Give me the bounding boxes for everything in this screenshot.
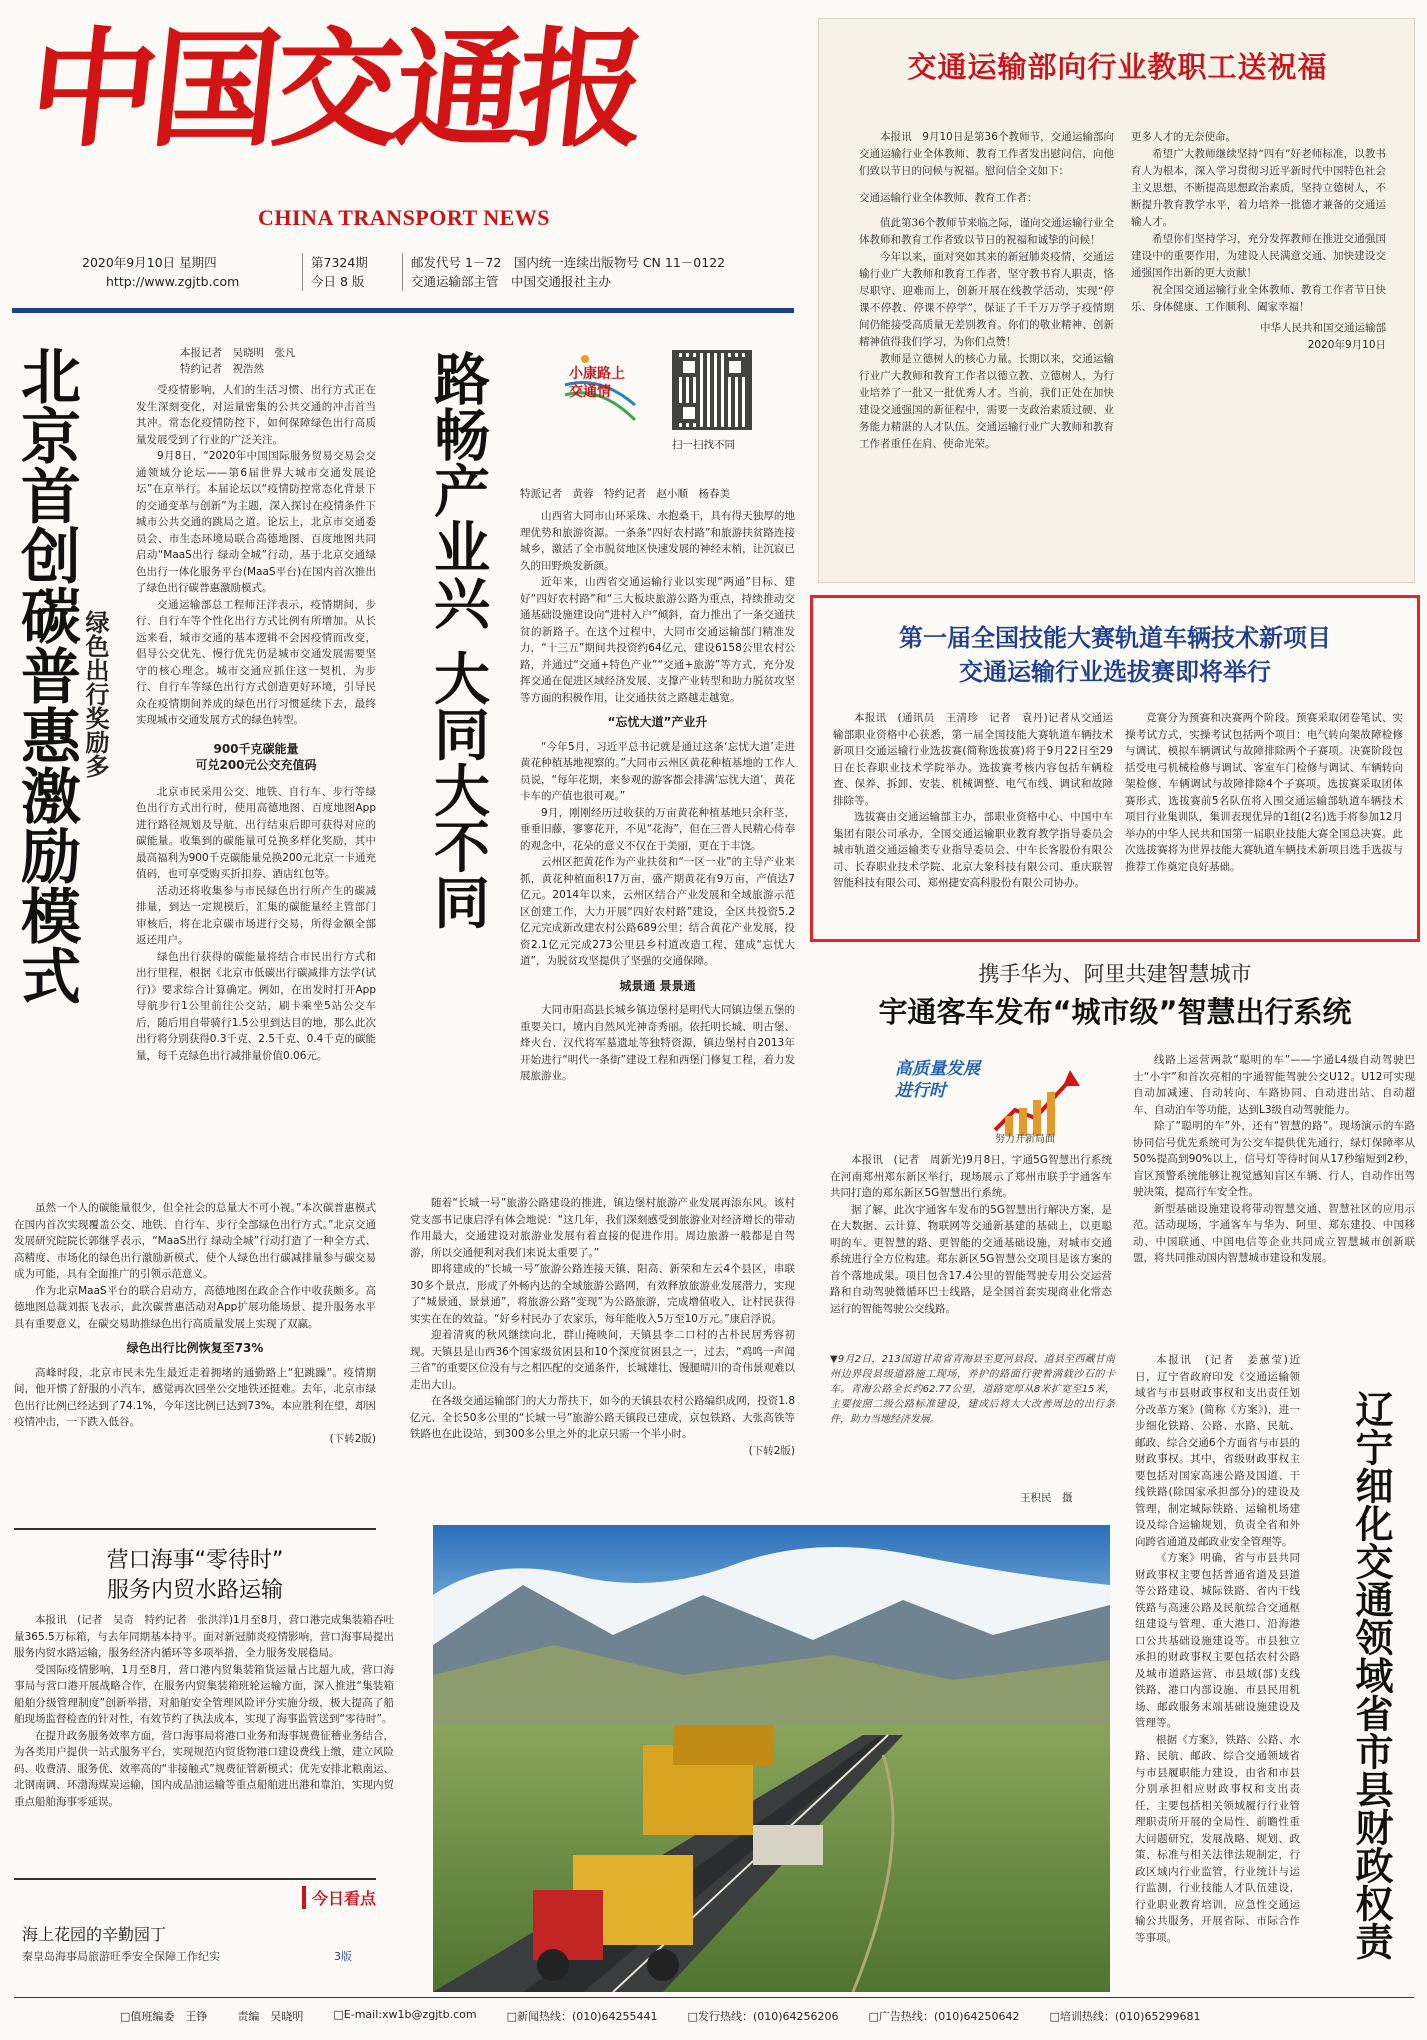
footer-email[interactable]: □E-mail:xw1b@zgjtb.com bbox=[333, 2008, 477, 2021]
middle-byline: 特派记者 黄蓉 特约记者 赵小顺 杨春美 bbox=[520, 488, 730, 500]
cn-number: 国内统一连续出版物号 CN 11－0122 bbox=[513, 255, 726, 270]
middle-p9: 迎着清爽的秋风继续向北，群山掩映间，天镇县李二口村的古朴民居秀容初现。天镇县是山西36个国家级贫困县和10个深度贫困县之一，过去，“鸡鸣一声闻三省”的重要区位没有与之相匹配的交通条件，长城雄壮、馒腿晴川的奇伟景观难以走出大山。 bbox=[410, 1329, 795, 1391]
yingkou-title1: 营口海事“零待时” bbox=[106, 1548, 284, 1573]
greeting-box bbox=[818, 18, 1415, 583]
today-label: 今日看点 bbox=[302, 1886, 376, 1909]
yingkou-p1: 本报讯 (记者 吴奇 特约记者 张洪洋)1月至8月，营口港完成集装箱吞吐量365.5万标箱，与去年同期基本持平。面对新冠肺炎疫情影响，营口海事局提出服务内贸水路运输，服务经济内循环等多项举措，全力服务发展稳局。 bbox=[14, 1614, 394, 1659]
huawei-col2c: 新型基础设施建设将带动智慧交通、智慧社区的应用示范。活动现场，宇通客车与华为、阿里、郑东建投、中国移动、中国联通、中国电信等企业共同成立智慧城市创新联盟，将共同推动国内智慧城市建设和发展。 bbox=[1133, 1202, 1415, 1264]
left-sub1a: 900千克碳能量 bbox=[213, 741, 299, 756]
yingkou-rule bbox=[14, 1528, 376, 1530]
today-box bbox=[14, 1878, 376, 1978]
middle-sub1: “忘忧大道”产业升 bbox=[607, 715, 708, 729]
left-byline2: 特约记者 祝浩然 bbox=[180, 363, 264, 375]
today-item1-sub: 秦皇岛海事局旅游旺季安全保障工作纪实 bbox=[22, 1950, 220, 1963]
greeting-closing: 祝全国交通运输行业全体教师、教育工作者节日快乐、身体健康、工作顺利、阖家幸福！ bbox=[1131, 284, 1386, 313]
greeting-p1: 值此第36个教师节来临之际，谨向交通运输行业全体教师和教育工作者致以节日的祝福和诚挚的问候！ bbox=[859, 217, 1114, 246]
footer-rule bbox=[14, 1997, 1414, 1998]
issue-number: 第7324期 bbox=[311, 255, 368, 270]
quality-graphic bbox=[895, 1050, 1125, 1150]
left-p8: 作为北京MaaS平台的联合启动方，高德地图在政企合作中收获颇多。高德地图总裁刘振飞表示，此次碳普惠活动对App扩展功能场景、提升服务水平具有重要意义，在碳交易助推绿色出行高质量发展上实现了双赢。 bbox=[14, 1284, 376, 1330]
middle-p6: 大同市阳高县长城乡镇边堡村是明代大同镇边堡五堡的重要关口，境内自然风光神奇秀丽。依托明长城、明古堡、烽火台、汉代将军墓遗址等独特资源，镇边堡村自2013年开始进行“明代一条街”建设工程和西堡门修复工程，着力发展旅游业。 bbox=[520, 1004, 795, 1082]
masthead-english: CHINA TRANSPORT NEWS bbox=[258, 205, 551, 230]
left-p7: 虽然一个人的碳能量很少，但全社会的总量大不可小视。”本次碳普惠模式在国内首次实现覆盖公交、地铁、自行车、步行全部绿色出行方式。”北京交通发展研究院院长郭继孚表示，“MaaS出行 绿动全城”行动打造了一种全方式、高精度、市场化的绿色出行激励新模式，使个人绿色出行碳减排量参与碳交易成为可能，具有全面推广的引领示范意义。 bbox=[14, 1202, 376, 1280]
liaoning-headline: 辽宁细化交通领域省市县财政权责 bbox=[1349, 1390, 1394, 1960]
middle-p10: 在各级交通运输部门的大力帮扶下，如今的天镇县农村公路编织成网，投资1.8亿元、全长50多公里的“长城一号”旅游公路天镇段已建成，京包铁路、大张高铁等铁路也在此设站，到300多公里之外的北京只需一个半小时。 bbox=[410, 1395, 795, 1440]
postal-code: 邮发代号 1－72 bbox=[411, 255, 502, 270]
rail-title1: 第一届全国技能大赛轨道车辆技术新项目 bbox=[899, 624, 1331, 652]
left-p4: 北京市民采用公交、地铁、自行车、步行等绿色出行方式出行时，使用高德地图、百度地图App进行路径规划及导航，出行结束后即可获得对应的碳能量。收集到的碳能量可兑换多样化奖励，其中最高福利为900千克碳能量兑换200元北京一卡通充值码，也可享受购买折扣券、酒店红包等。 bbox=[136, 785, 376, 880]
rail-title2: 交通运输行业选拔赛即将举行 bbox=[959, 658, 1271, 686]
greeting-date: 2020年9月10日 bbox=[1307, 339, 1386, 351]
footer-training-hotline: □培训热线：(010)65299681 bbox=[1049, 2010, 1201, 2023]
middle-headline: 路畅产业兴 大同大不同 bbox=[425, 350, 491, 930]
left-p3: 交通运输部总工程师汪洋表示，疫情期间，步行、自行车等个性化出行方式比例有所增加。从长远来看，城市交通的基本逻辑不会因疫情而改变，倡导公交优先、慢行优先仍是城市交通发展需要坚守的核心理念。城市交通应抓住这一契机，为步行、自行车等绿色出行方式创造更好环境，引导民众在疫情期间养成的绿色出行习惯延续下去，最终实现城市交通发展方式的绿色转型。 bbox=[136, 598, 376, 726]
middle-logo bbox=[555, 345, 645, 455]
qr-code[interactable] bbox=[672, 350, 752, 430]
graphic-sub: 努力开新局面 bbox=[995, 1134, 1055, 1145]
qr-label: 扫一扫找不同 bbox=[672, 439, 735, 451]
masthead-rule bbox=[12, 308, 794, 313]
left-kicker: 绿色出行奖励多 bbox=[81, 610, 109, 778]
greeting-title: 交通运输部向行业教职工送祝福 bbox=[907, 50, 1328, 84]
photo-caption: ▼9月2日，213国道甘肃省青海县至夏河县段、道县至西藏甘南州边界段县级道路施工现场，养护的路面行驶着满载沙石的卡车。青海公路全长约62.77公里，道路宽厚从8米扩宽至15米，主要按照二级公路标准建设，建成后将大大改善周边的出行条件，助力当地经济发展。 bbox=[830, 1354, 1115, 1425]
left-p5: 活动还将收集参与市民绿色出行所产生的碳减排量，到达一定规模后，汇集的碳能量经主管部门审核后，将在北京碳市场进行交易，所得金额全部返还用户。 bbox=[136, 884, 376, 946]
page-count: 今日 8 版 bbox=[311, 274, 365, 289]
left-p9: 高峰时段，北京市民未先生最近走着拥堵的通勤路上“犯跳躁”。疫情期间，他开惯了舒服的小汽车，感觉再次回坐公交地铁还挺难。去年，北京市绿色出行比例已经达到了74.1%，今年这比例已达到73%。本应胜利在望，却因疫情冲击，一下跌入低谷。 bbox=[14, 1366, 376, 1428]
masthead-title: 中国交通报 bbox=[22, 15, 648, 165]
greeting-p3: 教师是立德树人的核心力量。长期以来，交通运输行业广大教师和教育工作者以德立教、立德树人，为行业培养了一批又一批优秀人才。当前，我们正处在加快建设交通强国的新征程中，需要一支政治素质过硬、业务能力精湛的人才队伍。交通运输行业广大教师和教育工作者重任在肩、使命光荣。 bbox=[859, 353, 1114, 450]
yingkou-p3: 在提升政务服务效率方面，营口海事局将港口业务和海事规费征稽业务结合，为各类用户提供一站式服务平台，实现规范内贸货物港口建设费线上缴，建立风险码、收费清、服务优、效率高的“非接触式”规费征管新模式；优先安排北粮南运、北钢南调、环渤海煤炭运输，国内成品油运输等重点船舶进出港和靠泊，实现内贸重点船舶海事零延误。 bbox=[14, 1729, 394, 1808]
greeting-p4: 希望广大教师继续坚持“四有”好老师标准，以教书育人为根本，深入学习贯彻习近平新时代中国特色社会主义思想，不断提高思想政治素质，坚持立德树人，不断提升教育教学水平，着力培养一批德才兼备的交通运输人才。 bbox=[1131, 148, 1386, 228]
middle-p5: 云州区把黄花作为产业扶贫和“一区一业”的主导产业来抓，黄花种植面积17万亩，盛产期黄花有9万亩，产值达7亿元。2014年以来，云州区结合产业发展和全域旅游示范区创建工作，大力开展“四好农村路”建设，全区共投资5.2亿元完成新改建农村公路689公里；结合黄花产业发展，投资2.1亿元完成273公里县乡村道改造工程，建成“忘忧大道”，为脱贫攻坚提供了坚强的交通保障。 bbox=[520, 856, 795, 967]
publisher: 中国交通报社主办 bbox=[511, 274, 612, 289]
today-item1-page: 3版 bbox=[334, 1950, 352, 1963]
yingkou-title2: 服务内贸水路运输 bbox=[106, 1578, 283, 1603]
liaoning-p2: 《方案》明确，省与市县共同财政事权主要包括普通省道及县道等公路建设、城际铁路、省内干线铁路与高速公路及民航综合交通枢纽建设与管理、重大港口、沿海港口公共基础设施建设等。市县独立承担的财政事权主要包括农村公路及城市道路运营、市县域(部)支线铁路、港口内部设施、市县民用机场、邮政服务末端基础设施建设及管理等。 bbox=[1135, 1552, 1300, 1729]
sponsor: 交通运输部主管 bbox=[411, 274, 499, 289]
masthead-info bbox=[82, 253, 802, 293]
middle-logo-text: 小康路上交通情 bbox=[569, 366, 625, 400]
greeting-salutation: 交通运输行业全体教师、教育工作者： bbox=[859, 192, 1038, 204]
huawei-kicker: 携手华为、阿里共建智慧城市 bbox=[978, 962, 1252, 986]
middle-p1: 山西省大同市山环采珠、水抱桑干，具有得天独厚的地理优势和旅游资源。一条条“四好农村路”和旅游扶贫路连接城乡，激活了全市脱贫地区快速发展的神经末梢，让沉寂已久的田野焕发新颜。 bbox=[520, 510, 795, 572]
site-url[interactable]: http://www.zgjtb.com bbox=[106, 274, 240, 289]
footer-bar bbox=[120, 2008, 1410, 2024]
rail-box bbox=[810, 595, 1420, 942]
rail-col2: 竞赛分为预赛和决赛两个阶段。预赛采取闭卷笔试、实操考试方式，实操考试包括两个项目：电气转向架故障检修与调试、模拟车辆调试与故障排除两个子赛项。决赛阶段包括受电弓机械检修与调试、客室车门检修与调试、车辆转向架检修、车辆调试与故障排除4个子赛项。选拔赛采取团体赛形式，选拔赛前5名队伍将入围交通运输部轨道车辆技术项目行业集训队，集训表现优异的1组(2名)选手将参加12月举办的中华人民共和国第一届职业技能大赛全国总决赛。此次选拔赛将为世界技能大赛轨道车辆技术新项目选手选拔与推荐工作奠定良好基础。 bbox=[1125, 712, 1403, 873]
masthead-logo bbox=[22, 15, 740, 172]
middle-p7: 随着“长城一号”旅游公路建设的推进，镇边堡村旅游产业发展再添东风。该村党支部书记康启浮有体会地说：“这几年，我们深刻感受到旅游业对经济增长的带动作用最大，交通建设对旅游业发展有着直接的促进作用。周边旅游一般都是自驾游，所以交通便利对我们来说太重要了。” bbox=[410, 1197, 795, 1259]
middle-p4: 9月，刚刚经历过收获的万亩黄花种植基地只余秆茎，垂垂旧藤，寥寥花开，不见“花海”，但在三晋人民精心侍奉的观念中，花朵的意义不仅在于美丽，更在于丰饶。 bbox=[520, 806, 795, 852]
huawei-col1b: 据了解，此次宇通客车发布的5G智慧出行解决方案，是在大数据、云计算、物联网等交通新基建的基础上，以更聪明的车、更智慧的路、更智能的交通基础设施，对城市交通系统进行全方位构建。郑东新区5G智慧公交项目是该方案的首个落地成果。项目包含17.4公里的智能驾驶专用公交运营路和自动驾驶微循环巴士线路，是全国首套实现商业化常态运行的智能驾驶公交线路。 bbox=[830, 1203, 1112, 1315]
greeting-p5: 希望你们坚持学习，充分发挥教师在推进交通强国建设中的重要作用，为建设人民满意交通、加快建设交通强国作出新的更大贡献！ bbox=[1131, 233, 1386, 279]
left-sub1b: 可兑200元公交充值码 bbox=[195, 758, 317, 772]
issue-date: 2020年9月10日 星期四 bbox=[82, 255, 217, 270]
footer-news-hotline: □新闻热线：(010)64255441 bbox=[506, 2010, 658, 2023]
left-headline: 北京首创碳普惠激励模式 bbox=[11, 345, 81, 1005]
footer-responsible-editor: 责编 吴晓明 bbox=[237, 2010, 304, 2023]
huawei-col2b: 除了“聪明的车”外，还有“智慧的路”。现场演示的车路协同信号优先系统可为公交车提供优先通行，绿灯保障率从50%提高到90%以上，信号灯等待时间从17秒缩短到2秒，盲区预警系统能够让视觉感知盲区车辆、行人，自动作出驾驶决策，提高行车安全性。 bbox=[1133, 1120, 1415, 1198]
left-p2: 9月8日，“2020年中国国际服务贸易交易会交通领域分论坛——第6届世界大城市交通发展论坛”在京举行。本届论坛以“疫情防控常态化背景下的交通变革与创新”为主题，深入探讨在疫情条件下城市公共交通的跳局之道。论坛上，北京市交通委员会、市生态环境局联合高德地图、百度地图共同启动“MaaS出行 绿动全城”行动，基于北京交通绿色出行一体化服务平台(MaaS平台)在国内首次推出了绿色出行碳普惠激励模式。 bbox=[136, 450, 376, 594]
left-sub2: 绿色出行比例恢复至73% bbox=[126, 1341, 264, 1355]
greeting-extra: 更多人才的无奈使命。 bbox=[1131, 131, 1236, 143]
left-byline1: 本报记者 吴晓明 张凡 bbox=[180, 347, 296, 359]
footer-ad-hotline: □广告热线：(010)64250642 bbox=[868, 2010, 1020, 2023]
photo-author: 王积民 摄 bbox=[1020, 1492, 1073, 1504]
huawei-headline: 宇通客车发布“城市级”智慧出行系统 bbox=[878, 995, 1352, 1029]
graphic-title: 高质量发展进行时 bbox=[895, 1059, 980, 1101]
middle-p2: 近年来，山西省交通运输行业以实现“两通”目标、建好“四好农村路”和“三大板块旅游公路为重点，持续推动交通基础设施建设向“进村入户”倾斜，奋力推出了一条交通扶贫的新路子。在这个过程中，大同市交通运输部门精准发力，“十三五”期间共投资约64亿元，建设6158公里农村公路，并通过“交通+特色产业”“交通+旅游”等方式，充分发挥交通在促进区域经济发展、支撑产业转型和助力脱贫攻坚等方面的积极作用，让交通扶贫之路越走越宽。 bbox=[520, 576, 795, 704]
huawei-col1: 本报讯 (记者 周新光)9月8日，宇通5G智慧出行系统在河南郑州郑东新区举行，现场展示了郑州市联手宇通客车共同打造的郑东新区5G智慧出行系统。 bbox=[830, 1154, 1112, 1199]
middle-sub2: 城景通 景景通 bbox=[619, 978, 696, 993]
left-p6: 绿色出行获得的碳能量将结合市民出行方式和出行里程，根据《北京市低碳出行碳减排方法学(试行)》要求综合计算确定。例如，在出发时打开App导航步行1公里前往公交站，刷卡乘坐5站公交车后，随后用自带骑行1.5公里到达目的地，那么此次出行将分别获得0.3千克、2.5千克、0.4千克的碳能量，每千克绿色出行减排量价值0.06元。 bbox=[136, 950, 376, 1062]
rail-col1b: 选拔赛由交通运输部主办，部职业资格中心、中国中车集团有限公司承办，全国交通运输职业教育教学指导委员会城市轨道交通运输类专业指导委员会、中车长客股份有限公司、长春职业技术学院、北京大象科技有限公司、重庆联智智能科技有限公司、郑州捷安高科股份有限公司协办。 bbox=[833, 811, 1113, 889]
greeting-p2: 今年以来，面对突如其来的新冠肺炎疫情，交通运输行业广大教师和教育工作者，坚守教书育人职责，恪尽职守、迎难而上，创新开展在线教学活动，实现“停课不停教、停课不停学”，保证了千千万万学子疫情期间仍能接受高质量无差别教育。你们的敬业精神、创新精神值得我们学习，为你们点赞！ bbox=[859, 251, 1114, 348]
liaoning-p3: 根据《方案》，铁路、公路、水路、民航、邮政、综合交通领域省与市县履职能力建设，由省和市县分别承担相应财政事权和支出责任，主要包括相关领域履行行业管理职责所开展的全局性、前瞻性重大问题研究，发展战略、规划、政策、标准与相关法律法规制定，行政区域内行业监管，行业统计与运行监测，行业技能人才队伍建设，行业职业教育培训，应急性交通运输公共服务，开展省际、市际合作等事项。 bbox=[1135, 1733, 1300, 1944]
middle-continued: (下转2版) bbox=[748, 1444, 795, 1457]
rail-col1: 本报讯 (通讯员 王清珍 记者 袁丹)记者从交通运输部职业资格中心获悉，第一届全国技能大赛轨道车辆技术新项目交通运输行业选拔赛(简称选拔赛)将于9月22日至29日在长春职业技术学院举办。选拔赛考核内容包括车辆检查、保养、拆卸、安装、机械调整、电气布线、调试和故障排除等。 bbox=[833, 712, 1113, 807]
left-p1: 受疫情影响，人们的生活习惯、出行方式正在发生深刻变化，对运量密集的公共交通的冲击首当其冲。常态化疫情防控下，如何保障绿色出行高质量发展受到了行业的广泛关注。 bbox=[136, 384, 376, 446]
footer-editor: □值班编委 王铮 bbox=[120, 2010, 208, 2023]
middle-p8: 即将建成的“长城一号”旅游公路连接天镇、阳高、新荣和左云4个县区，串联30多个景点，形成了外畅内达的全域旅游公路网，有效释放旅游业发展潜力，实现了“城景通，景景通”，将旅游公路“变现”为公路旅游，完成增值收入，让村民获得实实在在的效益。“好乡村民办了农家乐，每年能收入5万至10万元。”康启浮说。 bbox=[410, 1263, 795, 1325]
yingkou-p2: 受国际疫情影响，1月至8月，营口港内贸集装箱货运量占比超九成，营口海事局与营口港开展战略合作，在服务内贸集装箱班轮运输方面，深入推进“集装箱船舶分级管理制度”创新举措，对船舶安全管理风险评分实施分级，极大提高了船舶现场监督检查的针对性，有效节约了执法成本，实现了海事监管送到“零待时”。 bbox=[14, 1663, 394, 1725]
greeting-signature: 中华人民共和国交通运输部 bbox=[1260, 322, 1386, 334]
liaoning-p1: 本报讯 (记者 姜蕙莹)近日，辽宁省政府印发《交通运输领域省与市县财政事权和支出责任划分改革方案》(简称《方案》)，进一步细化铁路、公路、水路、民航、邮政、综合交通6个方面省与市县的财政事权。其中，省级财政事权主要包括对国家高速公路及国道、干线铁路(除国家承担部分)的建设及管理，制定城际铁路、运输机场建设及综合运输规划，负责全省和外向跨省通道及邮政业安全管理等。 bbox=[1135, 1354, 1300, 1548]
footer-distribution-hotline: □发行热线：(010)64256206 bbox=[687, 2010, 839, 2023]
middle-p3: “今年5月，习近平总书记就是通过这条‘忘忧大道’走进黄花种植基地视察的。”大同市云州区黄花种植基地的工作人员说，“每年花期，来参观的游客都会排满‘忘忧大道’，黄花卡车的产值也很可观。” bbox=[520, 740, 795, 802]
greeting-intro: 本报讯 9月10日是第36个教师节，交通运输部向交通运输行业全体教师、教育工作者发出慰问信，向他们致以节日的问候与祝福。慰问信全文如下： bbox=[859, 131, 1114, 177]
road-photo bbox=[433, 1525, 1110, 1992]
left-continued: (下转2版) bbox=[329, 1432, 376, 1445]
huawei-col2: 线路上运营两款“聪明的车”——宇通L4级自动驾驶巴士“小宇”和首次亮相的宇通智能驾驶公交U12。U12可实现自动加减速、自动转向、车路协同、自动进出站、自动超车、自动泊车等功能，达到L3级自动驾驶能力。 bbox=[1133, 1054, 1415, 1116]
today-item1-title[interactable]: 海上花园的辛勤园丁 bbox=[22, 1925, 167, 1944]
